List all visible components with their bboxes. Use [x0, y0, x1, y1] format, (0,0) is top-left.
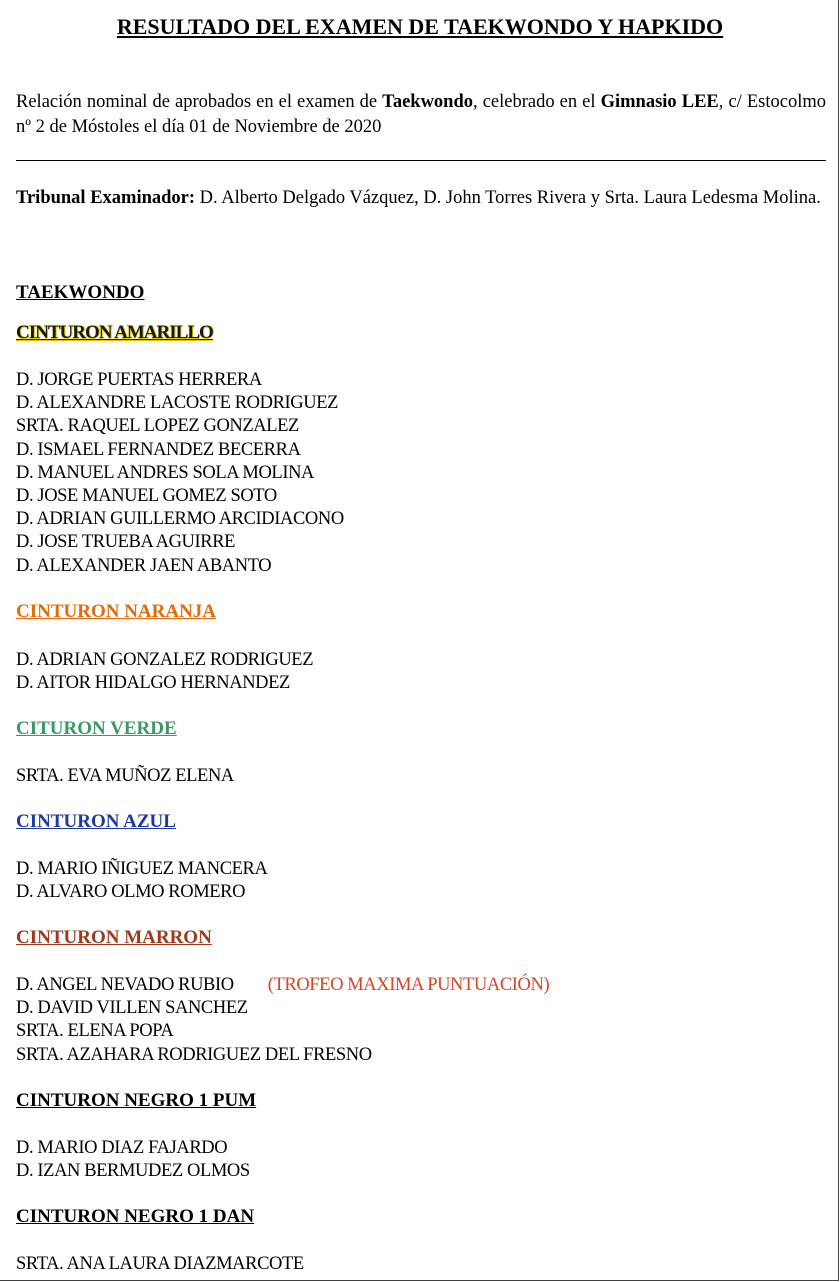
intro-text-3: , c/ Estocolmo nº 2 de Móstoles el día 01 de Noviembre de 2020	[16, 92, 826, 137]
list-item: D. JORGE PUERTAS HERRERA	[16, 370, 262, 390]
tribunal-label: Tribunal Examinador:	[16, 188, 196, 208]
belt-list-verde	[16, 765, 234, 788]
document-title: RESULTADO DEL EXAMEN DE TAEKWONDO Y HAPKIDO	[116, 14, 724, 39]
belt-heading-azul: CINTURON AZUL	[16, 811, 176, 832]
list-item: D. AITOR HIDALGO HERNANDEZ	[16, 673, 290, 694]
list-item: SRTA. ELENA POPA	[16, 1021, 174, 1042]
belt-heading-naranja: CINTURON NARANJA	[16, 601, 217, 622]
list-item: D. ALEXANDRE LACOSTE RODRIGUEZ	[16, 393, 339, 414]
list-item: D. ADRIAN GUILLERMO ARCIDIACONO	[16, 509, 344, 530]
belt-heading-negro-1-dan: CINTURON NEGRO 1 DAN	[16, 1206, 255, 1227]
belt-list-amarillo	[16, 369, 344, 578]
trophy-note: (TROFEO MAXIMA PUNTUACIÓN)	[267, 975, 550, 995]
belt-list-marron	[16, 974, 549, 1067]
list-item: SRTA. ANA LAURA DIAZMARCOTE	[16, 1254, 304, 1274]
list-item: D. MARIO DIAZ FAJARDO	[16, 1138, 228, 1158]
intro-text-1: Relación nominal de aprobados en el examen de	[16, 92, 383, 112]
tribunal-members: D. Alberto Delgado Vázquez, D. John Torres Rivera y Srta. Laura Ledesma Molina.	[195, 188, 821, 208]
divider-line	[16, 160, 826, 161]
tribunal-paragraph	[16, 186, 826, 210]
list-item: D. JOSE TRUEBA AGUIRRE	[16, 532, 236, 553]
belt-heading-verde: CITURON VERDE	[16, 718, 177, 739]
list-item: D. ALEXANDER JAEN ABANTO	[16, 555, 272, 576]
belt-heading-negro-1-pum: CINTURON NEGRO 1 PUM	[16, 1090, 257, 1111]
section-heading-taekwondo: TAEKWONDO	[16, 282, 145, 303]
intro-bold-gimnasio: Gimnasio LEE	[600, 92, 719, 112]
list-item: D. ISMAEL FERNANDEZ BECERRA	[16, 439, 301, 460]
list-item: D. JOSE MANUEL GOMEZ SOTO	[16, 486, 277, 507]
list-item: D. IZAN BERMUDEZ OLMOS	[16, 1161, 250, 1182]
list-item: D. ADRIAN GONZALEZ RODRIGUEZ	[16, 650, 314, 670]
member-name: D. ANGEL NEVADO RUBIO	[16, 975, 234, 995]
intro-bold-taekwondo: Taekwondo	[382, 92, 474, 112]
list-item: SRTA. AZAHARA RODRIGUEZ DEL FRESNO	[16, 1044, 372, 1065]
intro-paragraph	[16, 90, 826, 140]
list-item: D. ALVARO OLMO ROMERO	[16, 882, 246, 903]
list-item: SRTA. RAQUEL LOPEZ GONZALEZ	[16, 416, 299, 437]
belt-heading-amarillo: CINTURON AMARILLO	[16, 322, 213, 343]
list-item	[16, 974, 549, 997]
intro-text-2: , celebrado en el	[473, 92, 601, 112]
list-item: D. DAVID VILLEN SANCHEZ	[16, 998, 248, 1019]
list-item: SRTA. EVA MUÑOZ ELENA	[16, 766, 234, 786]
belt-heading-marron: CINTURON MARRON	[16, 927, 212, 948]
belt-list-azul	[16, 858, 267, 904]
belt-list-naranja	[16, 649, 313, 695]
belt-list-negro-1-dan	[16, 1253, 304, 1276]
list-item: D. MARIO IÑIGUEZ MANCERA	[16, 859, 268, 879]
list-item: D. MANUEL ANDRES SOLA MOLINA	[16, 462, 314, 483]
belt-list-negro-1-pum	[16, 1137, 250, 1183]
